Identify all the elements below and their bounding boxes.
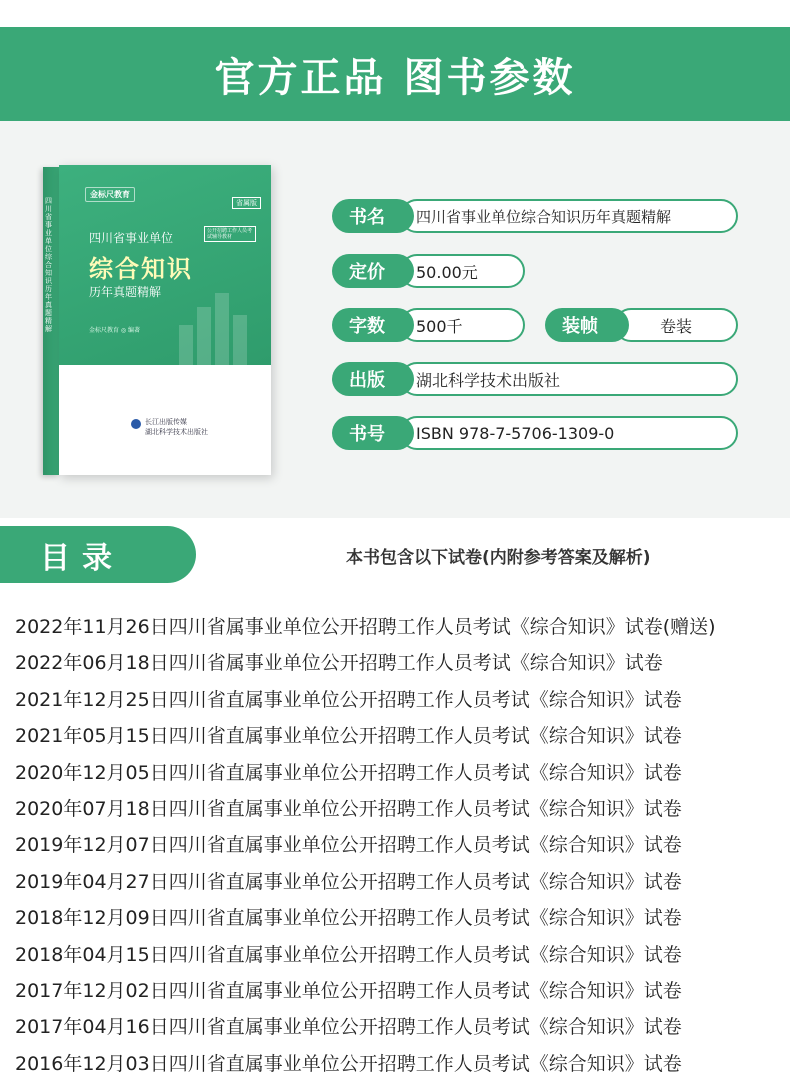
word-count-value-text: 500千 <box>416 316 463 336</box>
book-publisher-line2: 湖北科学技术出版社 <box>145 428 208 436</box>
book-cover-decoration <box>179 285 259 365</box>
book-logo: 金标尺教育 <box>85 187 135 202</box>
toc-item: 2019年04月27日四川省直属事业单位公开招聘工作人员考试《综合知识》试卷 <box>15 870 682 893</box>
isbn-value <box>400 416 738 450</box>
binding-value <box>614 308 738 342</box>
binding-label <box>545 308 629 342</box>
toc-item: 2021年05月15日四川省直属事业单位公开招聘工作人员考试《综合知识》试卷 <box>15 725 682 748</box>
isbn-label <box>332 416 414 450</box>
price-label <box>332 254 414 288</box>
book-subtitle: 历年真题精解 <box>89 285 162 299</box>
price-value <box>400 254 525 288</box>
publisher-value-text: 湖北科学技术出版社 <box>416 370 561 390</box>
book-name-label <box>332 199 414 233</box>
publisher-label <box>332 362 414 396</box>
book-spine <box>43 167 59 475</box>
binding-label-text: 装帧 <box>562 316 598 337</box>
word-count-label <box>332 308 414 342</box>
toc-item: 2017年04月16日四川省直属事业单位公开招聘工作人员考试《综合知识》试卷 <box>15 1016 682 1039</box>
toc-item: 2019年12月07日四川省直属事业单位公开招聘工作人员考试《综合知识》试卷 <box>15 834 682 857</box>
book-tag: 公开招聘工作人员考试辅导教材 <box>204 226 256 242</box>
header-banner <box>0 27 790 121</box>
publisher-logo-icon <box>131 419 141 429</box>
toc-item: 2018年12月09日四川省直属事业单位公开招聘工作人员考试《综合知识》试卷 <box>15 907 682 930</box>
isbn-value-text: ISBN 978-7-5706-1309-0 <box>416 423 615 443</box>
book-publisher-line1: 长江出版传媒 <box>145 418 187 426</box>
toc-item: 2020年12月05日四川省直属事业单位公开招聘工作人员考试《综合知识》试卷 <box>15 761 682 784</box>
toc-heading-tab <box>0 526 196 583</box>
banner-title: 官方正品 图书参数 <box>214 54 576 101</box>
publisher-value <box>400 362 738 396</box>
book-title-line1: 四川省事业单位 <box>89 231 174 245</box>
book-name-value-text: 四川省事业单位综合知识历年真题精解 <box>416 207 672 226</box>
toc-title: 目录 <box>40 540 124 576</box>
toc-item: 2021年12月25日四川省直属事业单位公开招聘工作人员考试《综合知识》试卷 <box>15 688 682 711</box>
book-cover-image <box>43 165 271 475</box>
toc-note: 本书包含以下试卷(内附参考答案及解析) <box>346 548 651 568</box>
toc-item: 2017年12月02日四川省直属事业单位公开招聘工作人员考试《综合知识》试卷 <box>15 979 682 1002</box>
toc-item: 2016年12月03日四川省直属事业单位公开招聘工作人员考试《综合知识》试卷 <box>15 1052 682 1075</box>
word-count-label-text: 字数 <box>349 316 385 337</box>
book-author: 金标尺教育 ◎ 编著 <box>89 327 141 334</box>
toc-item: 2022年11月26日四川省属事业单位公开招聘工作人员考试《综合知识》试卷(赠送) <box>15 616 716 638</box>
toc-list <box>15 609 785 1081</box>
book-publisher <box>145 417 208 437</box>
book-edition-badge: 省属版 <box>232 197 261 209</box>
book-spine-text: 四川省事业单位综合知识历年真题精解 <box>45 197 52 333</box>
isbn-label-text: 书号 <box>349 424 385 445</box>
toc-item: 2018年04月15日四川省直属事业单位公开招聘工作人员考试《综合知识》试卷 <box>15 943 682 966</box>
book-name-value <box>400 199 738 233</box>
book-name-label-text: 书名 <box>349 207 385 228</box>
book-cover-green-area <box>59 165 271 365</box>
book-main-title: 综合知识 <box>89 255 193 283</box>
binding-value-text: 卷装 <box>659 316 692 336</box>
price-value-text: 50.00元 <box>416 262 478 282</box>
toc-item: 2022年06月18日四川省属事业单位公开招聘工作人员考试《综合知识》试卷 <box>15 652 663 675</box>
price-label-text: 定价 <box>349 262 385 283</box>
toc-item: 2020年07月18日四川省直属事业单位公开招聘工作人员考试《综合知识》试卷 <box>15 797 682 820</box>
word-count-value <box>400 308 525 342</box>
book-front-cover <box>59 165 271 475</box>
publisher-label-text: 出版 <box>349 370 385 391</box>
